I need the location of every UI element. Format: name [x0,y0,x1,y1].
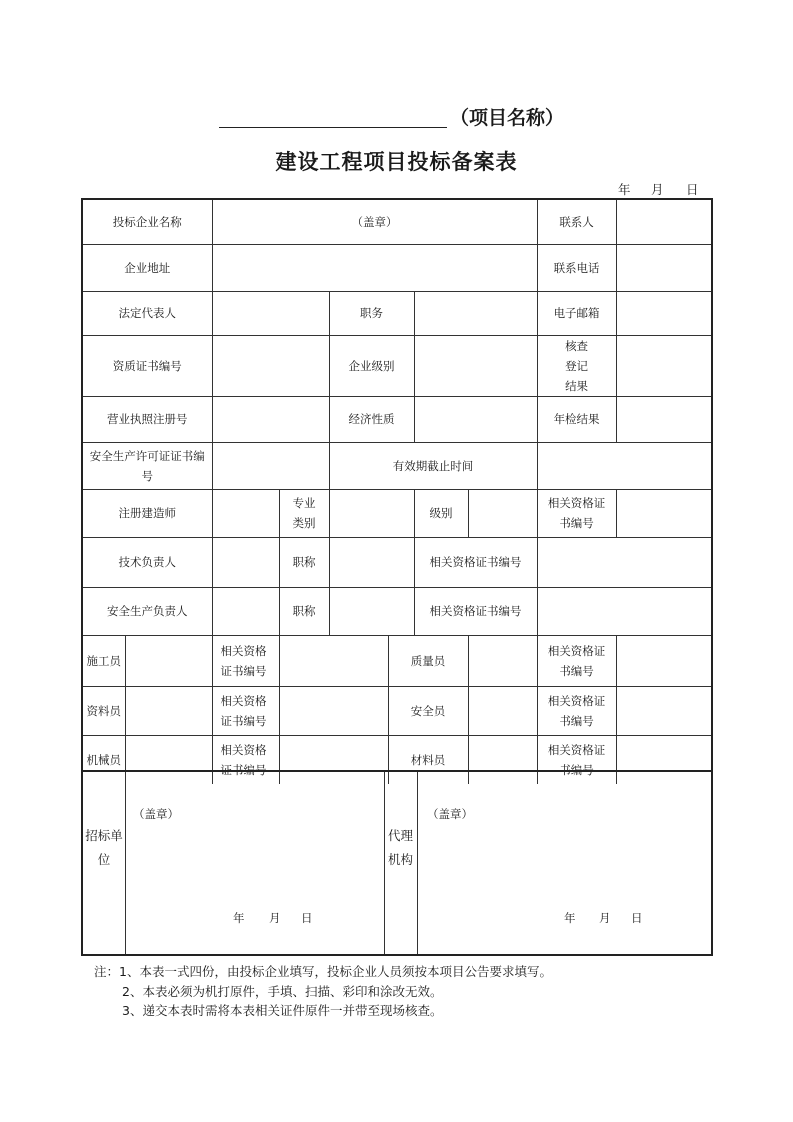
document-cert-field[interactable] [279,686,388,735]
signature-section [83,770,711,954]
date-day-label: 日 [686,182,699,197]
reg-constructor-field[interactable] [212,489,279,537]
notes [94,962,552,1021]
label-check-reg-result: 核查登记结果 [537,335,616,396]
form-table [83,200,711,784]
project-name-blank[interactable] [219,127,447,128]
agency-seal-hint: （盖章） [427,807,473,821]
note-2: 2、本表必须为机打原件，手填、扫描、彩印和涂改无效。 [122,983,443,999]
quality-cert-field[interactable] [616,635,711,686]
reg-constructor-cert-field[interactable] [616,489,711,537]
label-quality-staff: 质量员 [388,635,468,686]
project-name-label: （项目名称） [450,107,565,129]
safety-staff-field[interactable] [468,686,537,735]
econ-nature-field[interactable] [414,396,537,442]
tendering-date-day: 日 [301,911,313,925]
label-machinery-staff: 机械员 [83,735,125,784]
label-level: 级别 [414,489,468,537]
label-qual-cert-no: 资质证书编号 [83,335,212,396]
expiry-time-field[interactable] [537,442,711,489]
tendering-date-year: 年 [233,911,245,925]
label-econ-nature: 经济性质 [329,396,414,442]
label-expiry-time: 有效期截止时间 [329,442,537,489]
label-company-address: 企业地址 [83,244,212,291]
tendering-date-month: 月 [269,911,281,925]
date-month-label: 月 [651,182,664,197]
safety-lead-field[interactable] [212,587,279,635]
label-safety-permit-no: 安全生产许可证证书编号 [83,442,212,489]
tendering-seal-area[interactable] [126,772,383,954]
document-staff-field[interactable] [125,686,212,735]
label-related-cert-no: 相关资格证书编号 [414,587,537,635]
seal-hint: （盖章） [351,214,398,229]
note-3: 3、递交本表时需将本表相关证件原件一并带至现场核查。 [122,1003,443,1018]
label-related-cert-no: 相关资格证书编号 [537,735,616,784]
label-annual-check: 年检结果 [537,396,616,442]
contact-phone-field[interactable] [616,244,711,291]
label-safety-staff: 安全员 [388,686,468,735]
constructor-cert-field[interactable] [279,635,388,686]
label-safety-lead: 安全生产负责人 [83,587,212,635]
label-tech-lead: 技术负责人 [83,537,212,587]
label-material-staff: 材料员 [388,735,468,784]
page-title: 建设工程项目投标备案表 [275,150,518,174]
tendering-seal-hint: （盖章） [133,807,179,821]
check-reg-result-field[interactable] [616,335,711,396]
company-name-field[interactable] [212,200,537,244]
position-field[interactable] [414,291,537,335]
label-company-name: 投标企业名称 [83,200,212,244]
label-company-grade: 企业级别 [329,335,414,396]
safety-permit-no-field[interactable] [212,442,329,489]
qual-cert-no-field[interactable] [212,335,329,396]
quality-staff-field[interactable] [468,635,537,686]
label-email: 电子邮箱 [537,291,616,335]
annual-check-field[interactable] [616,396,711,442]
agency-date-year: 年 [564,911,576,925]
safety-lead-title-field[interactable] [329,587,414,635]
agency-seal-area[interactable] [418,772,711,954]
label-related-cert-no: 相关资格证书编号 [212,686,279,735]
safety-cert-field[interactable] [616,686,711,735]
tech-lead-title-field[interactable] [329,537,414,587]
filing-form [81,198,713,956]
label-related-cert-no: 相关资格证书编号 [212,635,279,686]
safety-lead-cert-field[interactable] [537,587,711,635]
company-grade-field[interactable] [414,335,537,396]
label-position: 职务 [329,291,414,335]
label-specialty: 专业类别 [279,489,329,537]
tech-lead-field[interactable] [212,537,279,587]
legal-rep-field[interactable] [212,291,329,335]
label-constructor-staff: 施工员 [83,635,125,686]
contact-person-field[interactable] [616,200,711,244]
label-tendering-unit: 招标单位 [85,828,123,867]
agency-date-day: 日 [631,911,643,925]
label-contact-phone: 联系电话 [537,244,616,291]
label-related-cert-no: 相关资格证书编号 [212,735,279,784]
label-legal-rep: 法定代表人 [83,291,212,335]
agency-date-month: 月 [599,911,611,925]
label-reg-constructor: 注册建造师 [83,489,212,537]
date-year-label: 年 [618,182,631,197]
company-address-field[interactable] [212,244,537,291]
label-title-rank: 职称 [279,537,329,587]
tech-lead-cert-field[interactable] [537,537,711,587]
label-title-rank: 职称 [279,587,329,635]
label-contact-person: 联系人 [537,200,616,244]
constructor-staff-field[interactable] [125,635,212,686]
label-document-staff: 资料员 [83,686,125,735]
label-agency: 代理机构 [387,828,413,867]
specialty-field[interactable] [329,489,414,537]
label-license-reg-no: 营业执照注册号 [83,396,212,442]
license-reg-no-field[interactable] [212,396,329,442]
label-related-cert-no: 相关资格证书编号 [414,537,537,587]
label-related-cert-no: 相关资格证书编号 [537,489,616,537]
level-field[interactable] [468,489,537,537]
note-1: 注：1、本表一式四份，由投标企业填写，投标企业人员须按本项目公告要求填写。 [94,964,552,979]
label-related-cert-no: 相关资格证书编号 [537,635,616,686]
label-related-cert-no: 相关资格证书编号 [537,686,616,735]
email-field[interactable] [616,291,711,335]
